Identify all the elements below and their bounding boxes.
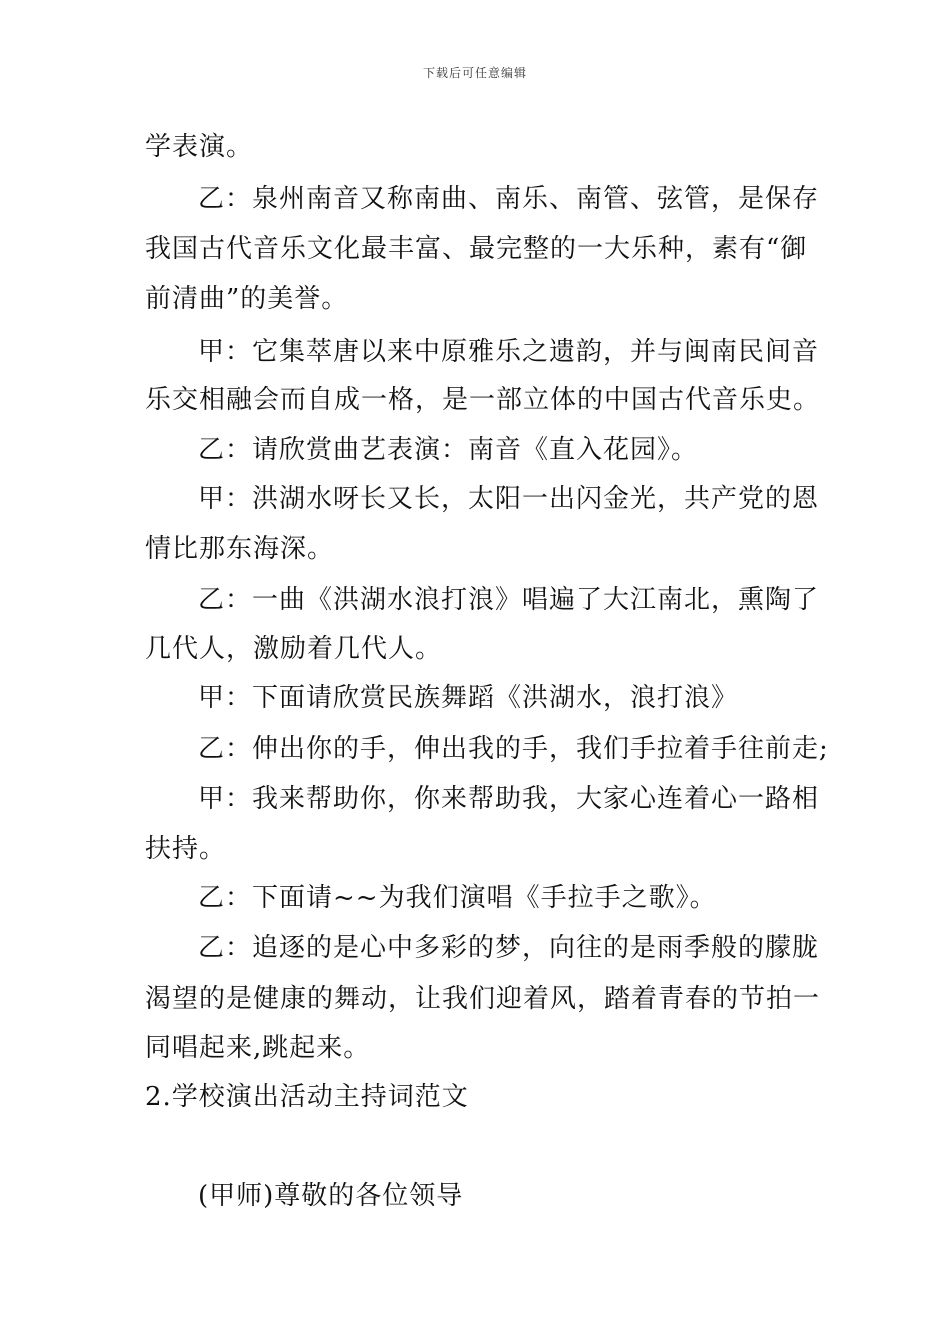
text-line: 同唱起来,跳起来。 [145,1033,371,1063]
text-line: 甲：它集萃唐以来中原雅乐之遗韵，并与闽南民间音 [198,337,820,367]
text-line: 乙：下面请~~为我们演唱《手拉手之歌》。 [198,883,717,913]
text-line: 甲：下面请欣赏民族舞蹈《洪湖水，浪打浪》 [198,683,739,713]
text-line: 乙：伸出你的手，伸出我的手，我们手拉着手往前走; [198,734,829,764]
section-heading: 2.学校演出活动主持词范文 [145,1082,469,1112]
text-line: 情比那东海深。 [145,534,335,564]
page-header: 下载后可任意编辑 [422,66,527,80]
text-line: 乙：追逐的是心中多彩的梦，向往的是雨季般的朦胧 [198,933,820,963]
text-line: 乙：泉州南音又称南曲、南乐、南管、弦管，是保存 [198,184,820,214]
text-line: 乐交相融会而自成一格，是一部立体的中国古代音乐史。 [145,385,821,415]
text-line: 学表演。 [145,132,254,162]
text-line: 前清曲”的美誉。 [145,284,349,314]
text-line: 我国古代音乐文化最丰富、最完整的一大乐种，素有“御 [145,234,808,264]
text-line: 乙：请欣赏曲艺表演：南音《直入花园》。 [198,435,699,465]
text-line: (甲师)尊敬的各位领导 [198,1181,464,1211]
text-line: 渴望的是健康的舞动，让我们迎着风，踏着青春的节拍一 [145,984,821,1014]
text-line: 几代人，激励着几代人。 [145,634,443,664]
text-line: 扶持。 [145,834,227,864]
text-line: 乙：一曲《洪湖水浪打浪》唱遍了大江南北，熏陶了 [198,585,820,615]
text-line: 甲：洪湖水呀长又长，太阳一出闪金光，共产党的恩 [198,484,820,514]
text-line: 甲：我来帮助你，你来帮助我，大家心连着心一路相 [198,784,820,814]
